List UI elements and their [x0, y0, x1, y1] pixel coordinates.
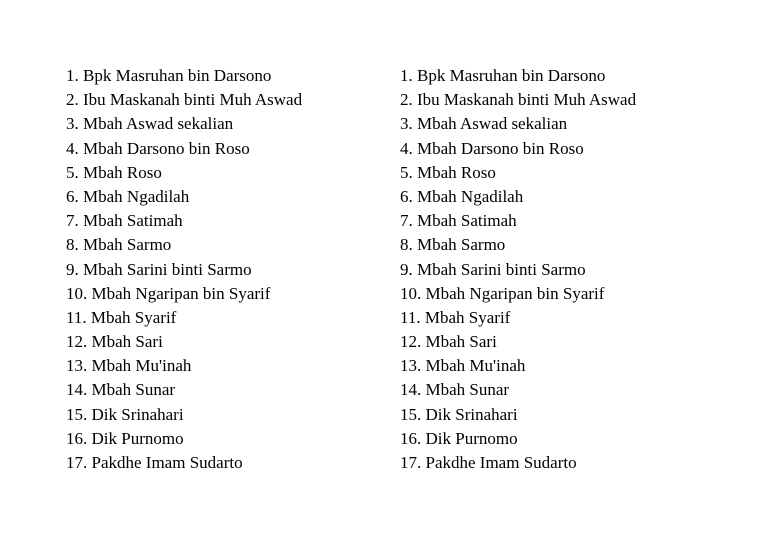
- list-item: 15. Dik Srinahari: [400, 404, 518, 424]
- list-item: 4. Mbah Darsono bin Roso: [66, 138, 250, 158]
- list-item: 6. Mbah Ngadilah: [400, 186, 524, 206]
- list-item: 11. Mbah Syarif: [66, 307, 177, 327]
- name-list-right: [400, 64, 636, 475]
- list-item: 8. Mbah Sarmo: [400, 235, 506, 255]
- list-item: 10. Mbah Ngaripan bin Syarif: [66, 283, 271, 303]
- list-item: 17. Pakdhe Imam Sudarto: [400, 453, 577, 472]
- list-item: 9. Mbah Sarini binti Sarmo: [66, 259, 252, 279]
- list-item: 11. Mbah Syarif: [400, 307, 511, 327]
- list-item: 3. Mbah Aswad sekalian: [400, 114, 568, 134]
- list-item: 8. Mbah Sarmo: [66, 235, 172, 255]
- list-item: 7. Mbah Satimah: [400, 211, 517, 231]
- list-item: 12. Mbah Sari: [400, 332, 497, 352]
- list-item: 4. Mbah Darsono bin Roso: [400, 138, 584, 158]
- name-list-left: [66, 64, 302, 475]
- list-item: 10. Mbah Ngaripan bin Syarif: [400, 283, 605, 303]
- list-item: 1. Bpk Masruhan bin Darsono: [66, 66, 272, 85]
- list-item: 5. Mbah Roso: [400, 162, 496, 182]
- list-item: 16. Dik Purnomo: [66, 428, 184, 448]
- list-item: 6. Mbah Ngadilah: [66, 186, 190, 206]
- list-item: 15. Dik Srinahari: [66, 404, 184, 424]
- list-item: 7. Mbah Satimah: [66, 211, 183, 231]
- list-item: 9. Mbah Sarini binti Sarmo: [400, 259, 586, 279]
- list-item: 16. Dik Purnomo: [400, 428, 518, 448]
- list-item: 12. Mbah Sari: [66, 332, 163, 352]
- list-item: 2. Ibu Maskanah binti Muh Aswad: [66, 90, 303, 110]
- list-item: 13. Mbah Mu'inah: [66, 356, 192, 376]
- list-item: 1. Bpk Masruhan bin Darsono: [400, 66, 606, 85]
- list-item: 14. Mbah Sunar: [400, 380, 510, 400]
- list-item: 5. Mbah Roso: [66, 162, 162, 182]
- list-item: 17. Pakdhe Imam Sudarto: [66, 453, 243, 472]
- list-item: 3. Mbah Aswad sekalian: [66, 114, 234, 134]
- list-item: 13. Mbah Mu'inah: [400, 356, 526, 376]
- list-item: 2. Ibu Maskanah binti Muh Aswad: [400, 90, 637, 110]
- list-item: 14. Mbah Sunar: [66, 380, 176, 400]
